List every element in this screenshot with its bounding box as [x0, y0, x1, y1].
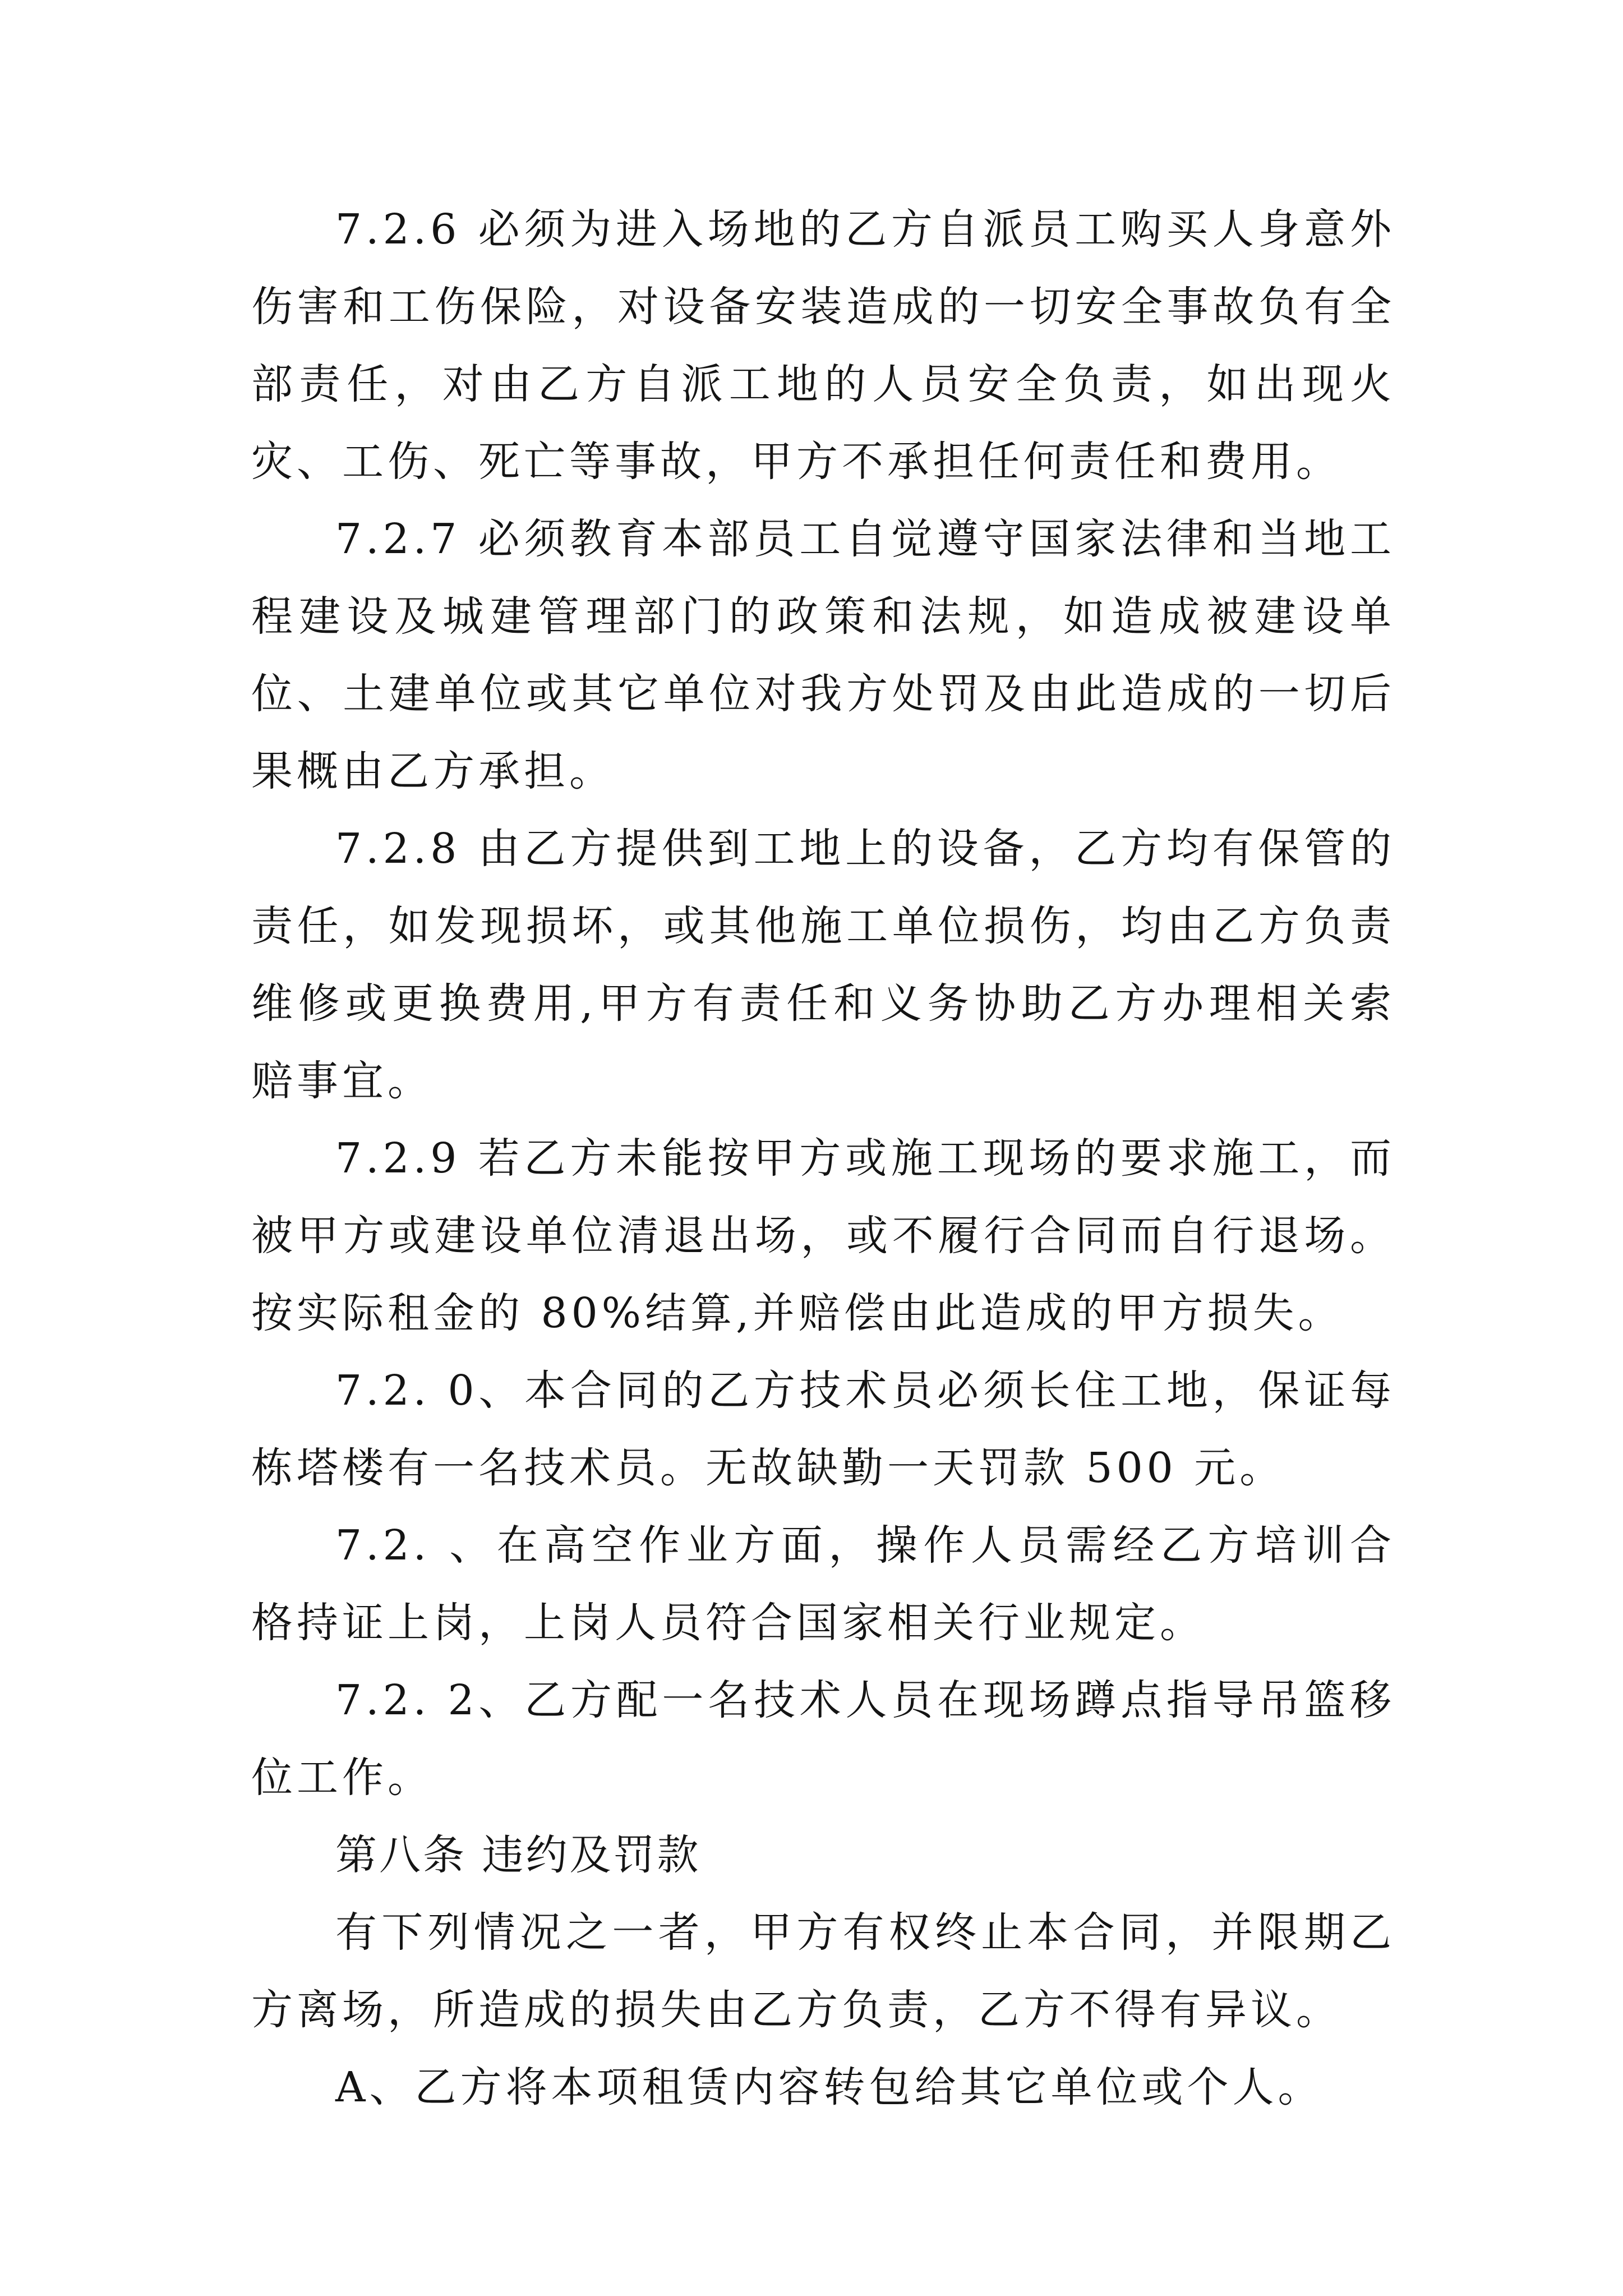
document-body: [251, 191, 1395, 2126]
clause-7-2-7: 7.2.7 必须教育本部员工自觉遵守国家法律和当地工程建设及城建管理部门的政策和法规，如造成被建设单位、土建单位或其它单位对我方处罚及由此造成的一切后果概由乙方承担。: [251, 515, 1395, 795]
clause-7-2-8: 7.2.8 由乙方提供到工地上的设备，乙方均有保管的责任，如发现损坏，或其他施工单位损伤，均由乙方负责维修或更换费用,甲方有责任和义务协助乙方办理相关索赔事宜。: [251, 825, 1395, 1105]
article-8-heading: 第八条 违约及罚款: [335, 1831, 701, 1879]
clause-7-2-10: 7.2. 0、本合同的乙方技术员必须长住工地，保证每栋塔楼有一名技术员。无故缺勤一天罚款 500 元。: [251, 1366, 1395, 1492]
article-8-intro: 有下列情况之一者，甲方有权终止本合同，并限期乙方离场，所造成的损失由乙方负责，乙方不得有异议。: [251, 1908, 1395, 2034]
article-8-item-a: A、乙方将本项租赁内容转包给其它单位或个人。: [335, 2063, 1324, 2111]
clause-7-2-11: 7.2. 、在高空作业方面，操作人员需经乙方培训合格持证上岗，上岗人员符合国家相关行业规定。: [251, 1521, 1395, 1647]
clause-7-2-9: 7.2.9 若乙方未能按甲方或施工现场的要求施工，而被甲方或建设单位清退出场，或不履行合同而自行退场。按实际租金的 80%结算,并赔偿由此造成的甲方损失。: [251, 1134, 1395, 1337]
clause-7-2-6: 7.2.6 必须为进入场地的乙方自派员工购买人身意外伤害和工伤保险，对设备安装造成的一切安全事故负有全部责任，对由乙方自派工地的人员安全负责，如出现火灾、工伤、死亡等事故，甲方不承担任何责任和费用。: [251, 205, 1395, 486]
clause-7-2-12: 7.2. 2、乙方配一名技术人员在现场蹲点指导吊篮移位工作。: [251, 1676, 1395, 1802]
